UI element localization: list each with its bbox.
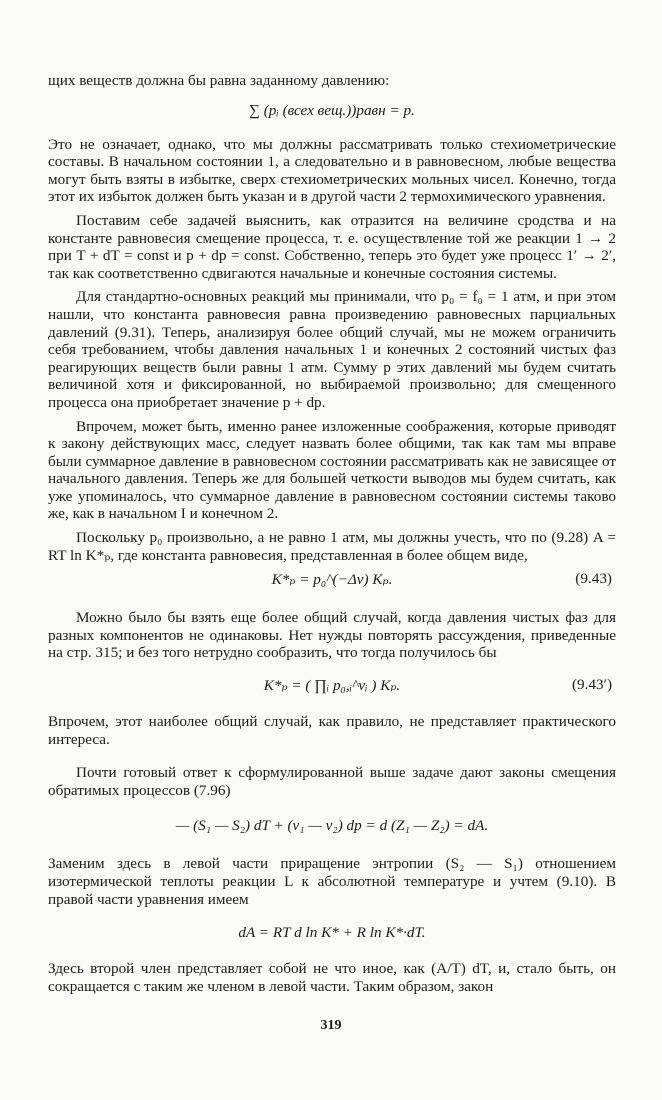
equation-9-43-prime-text: K*ₚ = ( ∏ᵢ p₀,ᵢ^νᵢ ) Kₚ. (263, 677, 401, 695)
paragraph-9: Почти готовый ответ к сформулированной выше задаче дают законы смещения обратимых процессов (7.96) (48, 764, 616, 799)
equation-sum-pressures (48, 102, 616, 120)
paragraph-11: Здесь второй член представляет собой не что иное, как (A/T) dT, и, стало быть, он сокращается с таким же членом в левой части. Таким образом, закон (48, 960, 616, 995)
paragraph-10: Заменим здесь в левой части приращение энтропии (S₂ — S₁) отношением изотермической теплоты реакции L к абсолютной температуре и учтем (9.10). В правой части уравнения имеем (48, 855, 616, 908)
equation-9-43 (48, 570, 616, 589)
page-number: 319 (320, 1018, 342, 1033)
equation-number-9-43-prime: (9.43′) (571, 676, 612, 694)
paragraph-5: Впрочем, может быть, именно ранее изложенные соображения, которые приводят к закону действующих масс, следует назвать более общими, так как там мы вправе были суммарное давление в равновесном состоянии рассматривать как не зависящее от начального давления. Теперь же для большей четкости выводов мы будем считать, как уже упоминалось, что суммарное давление в равновесном состоянии системы таково же, как в начальном I и конечном 2. (48, 417, 616, 523)
equation-displacement-law (48, 817, 616, 835)
paragraph-7: Можно было бы взять еще более общий случай, когда давления чистых фаз для разных компонентов не одинаковы. Нет нужды повторять рассуждения, приведенные на стр. 315; и без того нетрудно сообразить, что тогда получилось бы (48, 609, 616, 662)
equation-9-43-prime (48, 676, 616, 695)
equation-dA (48, 924, 616, 942)
equation-dA-text: dA = RT d ln K* + R ln K*·dT. (238, 924, 426, 942)
paragraph-1: щих веществ должна бы равна заданному давлению: (48, 72, 390, 89)
paragraph-6: Поскольку p₀ произвольно, а не равно 1 атм, мы должны учесть, что по (9.28) A = RT ln K*ₚ, где константа равновесия, представленная в более общем виде, (48, 529, 616, 564)
paragraph-4: Для стандартно-основных реакций мы принимали, что p₀ = f₀ = 1 атм, и при этом нашли, что константа равновесия равна произведению равновесных парциальных давлений (9.31). Теперь, анализируя более общий случай, мы не можем ограничить себя требованием, чтобы давления начальных 1 и конечных 2 состояний чистых фаз реагирующих веществ были равны 1 атм. Сумму p этих давлений мы будем считать величиной хотя и фиксированной, но выбираемой произвольно; для смещенного процесса она приобретает значение p + dp. (48, 288, 616, 411)
equation-sum-pressures-text: ∑ (pᵢ (всех вещ.))равн = p. (249, 101, 415, 119)
paragraph-8: Впрочем, этот наиболее общий случай, как правило, не представляет практического интереса. (48, 713, 616, 748)
paragraph-3: Поставим себе задачей выяснить, как отразится на величине сродства и на константе равновесия смещение процесса, т. е. осуществление той же реакции 1 → 2 при T + dT = const и p + dp = const. Собственно, теперь это будет уже процесс 1′ → 2′, так как соответственно сдвигаются начальные и конечные состояния системы. (48, 211, 616, 282)
equation-displacement-law-text: — (S₁ — S₂) dT + (v₁ — v₂) dp = d (Z₁ — Z₂) = dA. (175, 817, 489, 835)
paragraph-2: Это не означает, однако, что мы должны рассматривать только стехиометрические составы. В начальном состоянии 1, а следовательно и в равновесном, любые вещества могут быть взяты в избытке, сверх стехиометрических мольных чисел. Конечно, тогда этот их избыток должен быть указан и в другой части 2 термохимического уравнения. (48, 135, 616, 206)
equation-number-9-43: (9.43) (575, 570, 612, 588)
equation-9-43-text: K*ₚ = p₀^(−Δν) Kₚ. (271, 571, 393, 589)
